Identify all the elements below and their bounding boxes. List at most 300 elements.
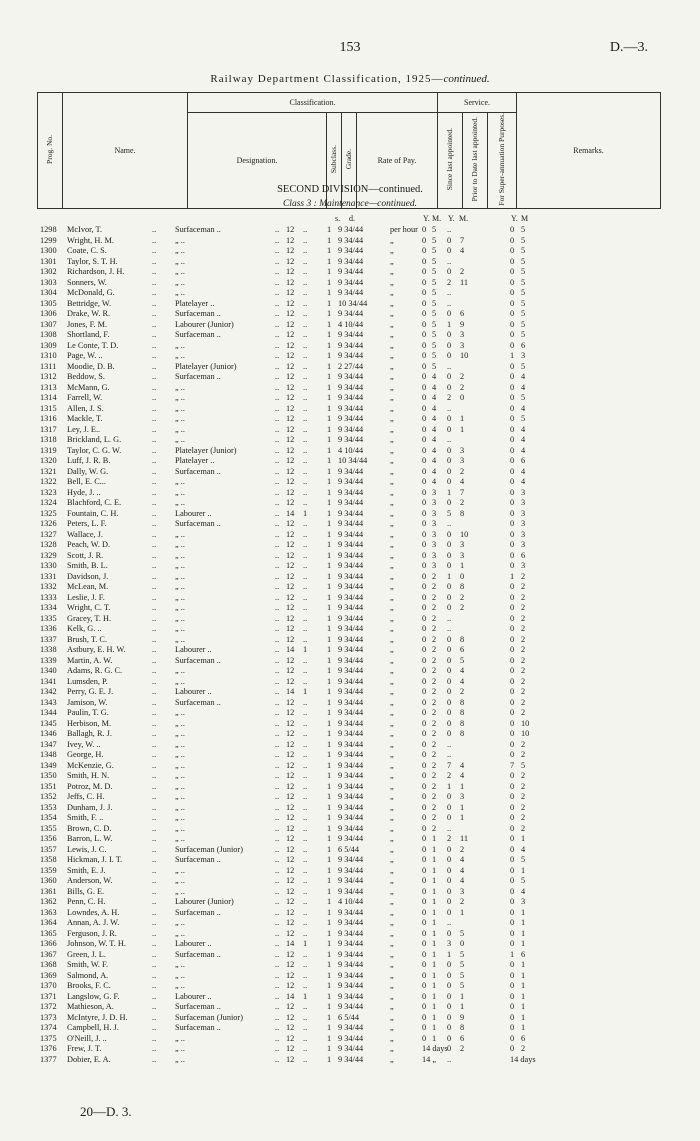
since-months-cell: 2 xyxy=(432,750,437,759)
since-months-cell: 2 xyxy=(432,813,437,822)
prior-years-cell: 0 xyxy=(447,246,452,255)
designation-cell: „ .. xyxy=(175,981,185,990)
table-row xyxy=(0,1002,700,1011)
prior-years-cell: .. xyxy=(447,739,452,749)
super-years-cell: 0 xyxy=(510,802,515,812)
subclass-or-dots-cell: .. xyxy=(303,477,308,486)
super-months-cell: 4 xyxy=(521,466,526,476)
designation-cell: Labourer .. xyxy=(175,508,212,518)
super-years-cell: 0 xyxy=(510,886,515,896)
name-cell: Herbison, M. xyxy=(67,718,112,728)
table-row xyxy=(0,467,700,476)
leader-dots-cell: .. xyxy=(152,477,157,486)
super-years-cell: 0 xyxy=(510,288,515,297)
since-years-cell: 0 xyxy=(422,886,427,896)
leader-dots-cell: .. xyxy=(152,928,157,938)
subclass-or-dots-cell: .. xyxy=(303,918,308,927)
designation-cell: Labourer (Junior) xyxy=(175,319,234,329)
super-months-cell: 3 xyxy=(521,351,526,360)
table-row xyxy=(0,792,700,801)
name-cell: Kelk, G. .. xyxy=(67,624,102,633)
subclass-cell: 12 xyxy=(286,886,295,896)
prior-months-cell: 2 xyxy=(460,592,465,602)
pay-unit-cell: „ xyxy=(390,267,394,276)
name-cell: Bills, G. E. xyxy=(67,886,105,896)
super-months-cell: 4 xyxy=(521,445,526,455)
prior-years-cell: 0 xyxy=(447,561,452,570)
leader-dots-cell: .. xyxy=(152,246,157,255)
prog-no-cell: 1367 xyxy=(40,949,57,959)
prior-years-cell: .. xyxy=(447,519,452,528)
grade-cell: 1 xyxy=(327,792,332,801)
leader-dots-cell: .. xyxy=(152,897,157,906)
super-months-cell: 3 xyxy=(521,508,526,518)
subclass-cell: 12 xyxy=(286,792,295,801)
since-years-cell: 0 xyxy=(422,1012,427,1022)
super-months-cell: 6 xyxy=(521,340,526,350)
pay-unit-cell: „ xyxy=(390,676,394,686)
since-years-cell: 0 xyxy=(422,844,427,854)
subclass-cell: 12 xyxy=(286,456,295,465)
since-months-cell: 1 xyxy=(432,1023,437,1032)
super-months-cell: 5 xyxy=(521,393,526,402)
leader-dots-cell: .. xyxy=(275,1012,280,1022)
prior-months-cell: 10 xyxy=(460,351,469,360)
super-months-cell: 1 xyxy=(521,970,526,980)
super-months-cell: 5 xyxy=(521,246,526,255)
subclass-or-dots-cell: .. xyxy=(303,267,308,276)
table-row xyxy=(0,803,700,812)
since-years-cell: 0 xyxy=(422,655,427,665)
grade-cell: 1 xyxy=(327,298,332,308)
grade-cell: 1 xyxy=(327,760,332,770)
super-years-cell: 14 days xyxy=(510,1054,536,1064)
prior-years-cell: 0 xyxy=(447,687,452,696)
grade-cell: 1 xyxy=(327,225,332,234)
subclass-cell: 12 xyxy=(286,435,295,444)
subclass-or-dots-cell: .. xyxy=(303,739,308,749)
prog-no-cell: 1315 xyxy=(40,403,57,413)
since-years-cell: 0 xyxy=(422,970,427,980)
super-months-cell: 10 xyxy=(521,718,530,728)
prior-years-cell: .. xyxy=(447,823,452,833)
prior-months-cell: 4 xyxy=(460,246,465,255)
table-row xyxy=(0,278,700,287)
subclass-or-dots-cell: .. xyxy=(303,760,308,770)
prior-months-cell: 3 xyxy=(460,886,465,896)
designation-cell: „ .. xyxy=(175,708,185,717)
leader-dots-cell: .. xyxy=(275,813,280,822)
grade-cell: 1 xyxy=(327,1023,332,1032)
prog-no-cell: 1354 xyxy=(40,813,57,822)
prog-no-cell: 1314 xyxy=(40,393,57,402)
table-row xyxy=(0,687,700,696)
super-months-cell: 3 xyxy=(521,519,526,528)
name-cell: Brickland, L. G. xyxy=(67,435,122,444)
super-years-cell: 0 xyxy=(510,876,515,885)
rate-of-pay-cell: 9 34/44 xyxy=(338,529,364,539)
pay-unit-cell: „ xyxy=(390,897,394,906)
table-row xyxy=(0,824,700,833)
pay-unit-cell: „ xyxy=(390,960,394,969)
subclass-or-dots-cell: .. xyxy=(303,624,308,633)
pay-unit-cell: „ xyxy=(390,876,394,885)
leader-dots-cell: .. xyxy=(152,519,157,528)
designation-cell: „ .. xyxy=(175,393,185,402)
since-years-cell: 0 xyxy=(422,939,427,948)
name-cell: Davidson, J. xyxy=(67,571,109,581)
grade-cell: 1 xyxy=(327,456,332,465)
prior-years-cell: 0 xyxy=(447,729,452,738)
prior-years-cell: 0 xyxy=(447,718,452,728)
super-months-cell: 4 xyxy=(521,403,526,413)
subclass-or-dots-cell: .. xyxy=(303,487,308,497)
since-months-cell: 2 xyxy=(432,634,437,644)
leader-dots-cell: .. xyxy=(152,886,157,896)
rate-of-pay-cell: 9 34/44 xyxy=(338,771,364,780)
rate-of-pay-cell: 9 34/44 xyxy=(338,750,364,759)
prior-months-cell: 10 xyxy=(460,529,469,539)
grade-cell: 1 xyxy=(327,414,332,423)
grade-header: Grade. xyxy=(342,113,357,209)
since-years-cell: 0 xyxy=(422,309,427,318)
subclass-or-dots-cell: .. xyxy=(303,340,308,350)
subclass-cell: 12 xyxy=(286,403,295,413)
leader-dots-cell: .. xyxy=(152,645,157,654)
pay-unit-cell: „ xyxy=(390,235,394,245)
prog-no-cell: 1338 xyxy=(40,645,57,654)
since-years-cell: 0 xyxy=(422,340,427,350)
pay-unit-cell: „ xyxy=(390,991,394,1001)
leader-dots-cell: .. xyxy=(152,571,157,581)
prior-months-cell: 4 xyxy=(460,771,465,780)
subclass-or-dots-cell: .. xyxy=(303,813,308,822)
super-months-cell: 6 xyxy=(521,456,526,465)
since-years-cell: 0 xyxy=(422,802,427,812)
rate-of-pay-cell: 9 34/44 xyxy=(338,855,364,864)
super-months-cell: 1 xyxy=(521,991,526,1001)
super-months-cell: 5 xyxy=(521,267,526,276)
subclass-cell: 12 xyxy=(286,813,295,822)
prior-months-cell: 0 xyxy=(460,571,465,581)
table-row xyxy=(0,960,700,969)
rate-of-pay-cell: 9 34/44 xyxy=(338,277,364,287)
subclass-cell: 12 xyxy=(286,445,295,455)
subclass-cell: 12 xyxy=(286,750,295,759)
prog-no-cell: 1358 xyxy=(40,855,57,864)
super-months-cell: 2 xyxy=(521,792,526,801)
super-years-cell: 0 xyxy=(510,582,515,591)
super-years-cell: 0 xyxy=(510,792,515,801)
table-row xyxy=(0,246,700,255)
table-row xyxy=(0,719,700,728)
rate-of-pay-cell: 6 5/44 xyxy=(338,1012,359,1022)
subclass-or-dots-cell: .. xyxy=(303,382,308,392)
name-cell: Le Conte, T. D. xyxy=(67,340,119,350)
subclass-cell: 12 xyxy=(286,981,295,990)
unit-pence: d. xyxy=(349,214,355,223)
grade-cell: 1 xyxy=(327,729,332,738)
super-months-cell: 5 xyxy=(521,319,526,329)
name-cell: Wallace, J. xyxy=(67,529,103,539)
leader-dots-cell: .. xyxy=(152,907,157,917)
subclass-or-dots-cell: .. xyxy=(303,865,308,875)
subclass-cell: 12 xyxy=(286,739,295,749)
rate-of-pay-cell: 6 5/44 xyxy=(338,844,359,854)
prog-no-cell: 1336 xyxy=(40,624,57,633)
grade-cell: 1 xyxy=(327,897,332,906)
rate-of-pay-cell: 9 34/44 xyxy=(338,1044,364,1053)
grade-cell: 1 xyxy=(327,519,332,528)
grade-cell: 1 xyxy=(327,918,332,927)
subclass-cell: 12 xyxy=(286,897,295,906)
designation-cell: „ .. xyxy=(175,382,185,392)
table-row xyxy=(0,456,700,465)
grade-cell: 1 xyxy=(327,403,332,413)
subclass-or-dots-cell: .. xyxy=(303,613,308,623)
name-cell: Ivey, W. .. xyxy=(67,739,101,749)
subclass-cell: 12 xyxy=(286,624,295,633)
rate-of-pay-cell: 9 34/44 xyxy=(338,435,364,444)
pay-unit-cell: „ xyxy=(390,886,394,896)
prior-months-cell: 2 xyxy=(460,687,465,696)
designation-cell: „ .. xyxy=(175,792,185,801)
designation-cell: Surfaceman .. xyxy=(175,697,221,707)
prior-years-cell: .. xyxy=(447,288,452,297)
prior-years-cell: 0 xyxy=(447,1002,452,1011)
subclass-or-dots-cell: .. xyxy=(303,750,308,759)
super-months-cell: 4 xyxy=(521,424,526,434)
pay-unit-cell: „ xyxy=(390,414,394,423)
pay-unit-cell: „ xyxy=(390,1033,394,1043)
name-cell: Lumsden, P. xyxy=(67,676,108,686)
super-years-cell: 0 xyxy=(510,823,515,833)
since-months-cell: 2 xyxy=(432,760,437,770)
since-years-cell: 0 xyxy=(422,876,427,885)
table-row xyxy=(0,551,700,560)
name-cell: Penn, C. H. xyxy=(67,897,106,906)
prior-months-cell: 4 xyxy=(460,876,465,885)
subclass-or-dots-cell: 1 xyxy=(303,645,308,654)
grade-cell: 1 xyxy=(327,1054,332,1064)
pay-unit-cell: „ xyxy=(390,246,394,255)
subclass-cell: 12 xyxy=(286,1002,295,1011)
grade-cell: 1 xyxy=(327,886,332,896)
super-years-cell: 0 xyxy=(510,855,515,864)
super-months-cell: 2 xyxy=(521,708,526,717)
prog-no-cell: 1339 xyxy=(40,655,57,665)
leader-dots-cell: .. xyxy=(152,256,157,266)
prior-years-cell: 0 xyxy=(447,645,452,654)
subclass-cell: 12 xyxy=(286,267,295,276)
name-cell: McMann, G. xyxy=(67,382,110,392)
name-cell: Peach, W. D. xyxy=(67,540,111,549)
prog-no-cell: 1366 xyxy=(40,939,57,948)
super-months-cell: 2 xyxy=(521,771,526,780)
name-cell: Peters, L. F. xyxy=(67,519,107,528)
super-months-cell: 3 xyxy=(521,529,526,539)
subclass-cell: 12 xyxy=(286,802,295,812)
leader-dots-cell: .. xyxy=(152,918,157,927)
rate-of-pay-cell: 9 34/44 xyxy=(338,991,364,1001)
prog-no-cell: 1364 xyxy=(40,918,57,927)
prior-months-cell: 1 xyxy=(460,781,465,791)
designation-cell: „ .. xyxy=(175,592,185,602)
prior-years-cell: 0 xyxy=(447,907,452,917)
name-cell: Brown, C. D. xyxy=(67,823,112,833)
grade-cell: 1 xyxy=(327,687,332,696)
super-months-cell: 10 xyxy=(521,729,530,738)
subclass-cell: 12 xyxy=(286,1012,295,1022)
prog-no-cell: 1342 xyxy=(40,687,57,696)
name-cell: Frew, J. T. xyxy=(67,1044,102,1053)
leader-dots-cell: .. xyxy=(152,382,157,392)
subclass-or-dots-cell: .. xyxy=(303,907,308,917)
since-months-cell: 1 xyxy=(432,918,437,927)
leader-dots-cell: .. xyxy=(152,309,157,318)
since-years-cell: 0 xyxy=(422,928,427,938)
super-years-cell: 0 xyxy=(510,340,515,350)
designation-cell: „ .. xyxy=(175,634,185,644)
table-row xyxy=(0,393,700,402)
subclass-or-dots-cell: .. xyxy=(303,529,308,539)
prior-months-cell: 4 xyxy=(460,676,465,686)
subclass-cell: 12 xyxy=(286,361,295,371)
table-row xyxy=(0,656,700,665)
designation-cell: „ .. xyxy=(175,246,185,255)
subclass-cell: 12 xyxy=(286,844,295,854)
grade-cell: 1 xyxy=(327,550,332,560)
name-cell: Allen, J. S. xyxy=(67,403,104,413)
leader-dots-cell: .. xyxy=(275,508,280,518)
grade-cell: 1 xyxy=(327,876,332,885)
pay-unit-cell: „ xyxy=(390,970,394,980)
since-months-cell: 2 xyxy=(432,708,437,717)
name-cell: Salmond, A. xyxy=(67,970,109,980)
subclass-cell: 12 xyxy=(286,960,295,969)
name-cell: Ley, J. E.. xyxy=(67,424,101,434)
table-row xyxy=(0,257,700,266)
since-years-cell: 0 xyxy=(422,603,427,612)
super-years-cell: 0 xyxy=(510,235,515,245)
subclass-or-dots-cell: .. xyxy=(303,246,308,255)
table-row xyxy=(0,698,700,707)
subclass-cell: 12 xyxy=(286,466,295,476)
since-months-cell: 2 xyxy=(432,645,437,654)
subclass-cell: 12 xyxy=(286,970,295,980)
prog-no-cell: 1363 xyxy=(40,907,57,917)
subclass-or-dots-cell: .. xyxy=(303,729,308,738)
prior-years-cell: 0 xyxy=(447,886,452,896)
since-years-cell: 0 xyxy=(422,592,427,602)
since-months-cell: 4 xyxy=(432,424,437,434)
grade-cell: 1 xyxy=(327,246,332,255)
since-years-cell: 0 xyxy=(422,949,427,959)
grade-cell: 1 xyxy=(327,939,332,948)
since-years-cell: 0 xyxy=(422,718,427,728)
leader-dots-cell: .. xyxy=(152,1033,157,1043)
super-months-cell: 1 xyxy=(521,981,526,990)
leader-dots-cell: .. xyxy=(275,939,280,948)
rate-of-pay-cell: 9 34/44 xyxy=(338,1002,364,1011)
designation-cell: „ .. xyxy=(175,435,185,444)
rate-of-pay-cell: 9 34/44 xyxy=(338,330,364,339)
since-years-cell: 0 xyxy=(422,960,427,969)
subclass-or-dots-cell: .. xyxy=(303,1044,308,1053)
super-years-cell: 0 xyxy=(510,624,515,633)
since-months-cell: 2 xyxy=(432,771,437,780)
pay-unit-cell: „ xyxy=(390,298,394,308)
leader-dots-cell: .. xyxy=(275,456,280,465)
prior-years-cell: 1 xyxy=(447,571,452,581)
subclass-or-dots-cell: 1 xyxy=(303,508,308,518)
since-months-cell: 2 xyxy=(432,676,437,686)
since-last-header: Since last appointed. xyxy=(438,113,463,209)
prior-years-cell: 0 xyxy=(447,634,452,644)
name-cell: Scott, J. R. xyxy=(67,550,104,560)
leader-dots-cell: .. xyxy=(152,939,157,948)
since-years-cell: 0 xyxy=(422,571,427,581)
table-row xyxy=(0,509,700,518)
since-years-cell: 0 xyxy=(422,981,427,990)
rate-of-pay-cell: 9 34/44 xyxy=(338,928,364,938)
since-months-cell: 5 xyxy=(432,298,437,308)
subclass-or-dots-cell: .. xyxy=(303,372,308,381)
since-years-cell: 0 xyxy=(422,561,427,570)
since-months-cell: 4 xyxy=(432,456,437,465)
designation-cell: Labourer .. xyxy=(175,687,212,696)
pay-unit-cell: „ xyxy=(390,771,394,780)
super-months-cell: 2 xyxy=(521,676,526,686)
superannuation-header: For Super-annuation Purposes. xyxy=(488,113,517,209)
since-months-cell: 5 xyxy=(432,225,437,234)
super-years-cell: 0 xyxy=(510,1002,515,1011)
subclass-cell: 12 xyxy=(286,634,295,644)
since-months-cell: 1 xyxy=(432,907,437,917)
prior-years-cell: 0 xyxy=(447,676,452,686)
subclass-or-dots-cell: .. xyxy=(303,288,308,297)
prior-years-cell: .. xyxy=(447,613,452,623)
super-years-cell: 0 xyxy=(510,309,515,318)
designation-cell: Surfaceman (Junior) xyxy=(175,844,243,854)
leader-dots-cell: .. xyxy=(275,435,280,444)
super-years-cell: 0 xyxy=(510,424,515,434)
since-years-cell: 0 xyxy=(422,456,427,465)
super-years-cell: 0 xyxy=(510,655,515,665)
super-years-cell: 0 xyxy=(510,970,515,980)
designation-cell: „ .. xyxy=(175,277,185,287)
since-months-cell: 3 xyxy=(432,519,437,528)
name-cell: Langslow, G. F. xyxy=(67,991,120,1001)
leader-dots-cell: .. xyxy=(152,865,157,875)
table-row xyxy=(0,666,700,675)
name-cell: Wright, C. T. xyxy=(67,603,111,612)
leader-dots-cell: .. xyxy=(152,319,157,329)
since-years-cell: 0 xyxy=(422,823,427,833)
designation-cell: „ .. xyxy=(175,729,185,738)
designation-cell: Labourer .. xyxy=(175,991,212,1001)
subclass-or-dots-cell: .. xyxy=(303,697,308,707)
rate-of-pay-cell: 9 34/44 xyxy=(338,739,364,749)
since-months-cell: 1 xyxy=(432,939,437,948)
prior-months-cell: 0 xyxy=(460,393,465,402)
prog-no-cell: 1307 xyxy=(40,319,57,329)
table-row xyxy=(0,677,700,686)
leader-dots-cell: .. xyxy=(275,550,280,560)
leader-dots-cell: .. xyxy=(152,361,157,371)
prog-no-cell: 1301 xyxy=(40,256,57,266)
subclass-or-dots-cell: 1 xyxy=(303,939,308,948)
